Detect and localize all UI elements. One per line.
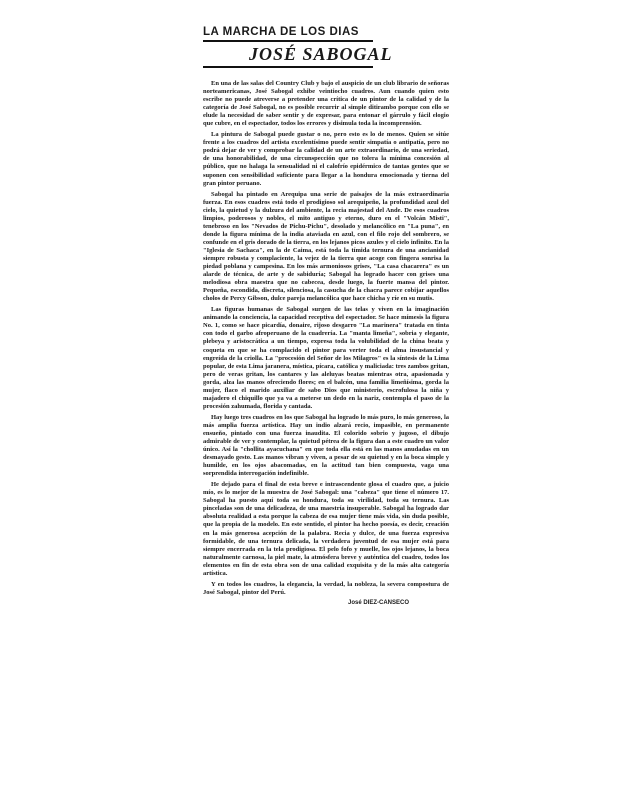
title-rule-box <box>203 40 393 68</box>
paragraph: Y en todos los cuadros, la elegancia, la verdad, la nobleza, la severa compostura de José Sabogal, pintor del Perú. <box>203 580 449 596</box>
paragraph: En una de las salas del Country Club y bajo el auspicio de un club librario de señoras norteamericanas, José Sabogal exhibe veintiocho cuadros. Aun cuando quien esto escribe no puede atreverse a pretender una crítica de un pintor de la calidad y de la categoría de José Sabogal, no es posible recurrir al simple ditirambo porque con ello se elude la necesidad de saber sentir y de expresar, para entonar el gárrulo y fácil elogio que cubre, en el espectador, todos los errores y disimula toda la incomprensión. <box>203 80 449 128</box>
paragraph: La pintura de Sabogal puede gustar o no, pero esto es lo de menos. Quien se sitúe frente a los cuadros del artista excelentísimo puede sentir simpatía o antipatía, pero no podrá dejar de ver y comprobar la calidad de un arte extraordinario, de una seriedad, de una honorabilidad, de una circunspección que no tolera la mínima concesión al público, que no halaga la sensualidad ni el calofrío epidérmico de tantas gentes que se suponen con sensibilidad suficiente para llegar a la hondura emocionada y tierna del gran pintor peruano. <box>203 131 449 187</box>
author-signature: José DIEZ-CANSECO <box>347 599 409 606</box>
article-title: JOSÉ SABOGAL <box>249 44 393 64</box>
paragraph: Hay luego tres cuadros en los que Sabogal ha logrado lo más puro, lo más generoso, la más amplia fuerza artística. Hay un indio alzará recio, impasible, en permanente ensueño, pintado con una fuerza inaudita. El colorido sobrio y jugoso, el dibujo admirable de ver y contemplar, la quietud pétrea de la figura dan a este cuadro un valor único. Así la "chollita ayacuchana" en que toda ella está en las manos anudadas en un desmayado gesto. Las manos vibran y viven, a pesar de su quietud y en la boca simple y humilde, en los ojos abacomadas, en la actitud tan bien compuesta, vaga una sorprendida interrogación indefinible. <box>203 413 449 478</box>
column-heading: LA MARCHA DE LOS DIAS <box>203 26 359 38</box>
article-body <box>203 80 449 597</box>
newspaper-clipping <box>203 26 449 606</box>
paragraph: He dejado para el final de esta breve e intrascendente glosa el cuadro que, a juicio mío, es lo mejor de la muestra de José Sabogal: una "cabeza" que tiene el número 17. Sabogal ha puesto aquí toda su hondura, toda su virilidad, toda su ternura. Las pinceladas son de una delicadeza, de una maestría insuperable. Sabogal ha logrado dar absoluta realidad a esta porque la cabeza de esa mujer tiene más vida, sin duda posible, que la propia de la modelo. En este sentido, el pintor ha hecho poesía, es decir, creación en la más generosa acepción de la palabra. Recia y dulce, de una fuerza expresiva formidable, de una ternura delicada, la verdadera juventud de esa mujer está para siempre encerrada en la tela prodigiosa. El pelo fofo y muelle, los ojos lejanos, la boca naturalmente carnosa, la piel mate, la atmósfera breve y auténtica del cuadro, todos los elementos en fin de esta obra son de una calidad exquisita y de la más alta categoría artística. <box>203 481 449 577</box>
paragraph: Sabogal ha pintado en Arequipa una serie de paisajes de la más extraordinaria fuerza. En esos cuadros está todo el prodigioso sol arequipeño, la profundidad azul del cielo, la quietud y la dulzura del ambiente, la recia majestad del Ande. De esos cuadros limpios, poderosos y nobles, el mito antiguo y eterno, duro en el "Volcán Misti", tenebroso en los "Nevados de Pichu-Pichu", desolado y melancólico en "La puna", en donde la figura mínima de la india ataviada en azul, con el filo rojo del sombrero, se confunde en el gris dorado de la tierra, en los lejanos picos azules y el cielo infinito. En la "Iglesia de Sachaca", en la de Caima, está toda la tímida ternura de una ancianidad siempre robusta y complaciente, la vejez de la tierra que acoge con fingera sonrisa la piedad poblana y campesina. En los más armoniosos grises, "La casa chacarera" es un alarde de técnica, de arte y de sabiduría; Sabogal ha logrado hacer con grises una melodiosa obra maestra que no cabecea, desde luego, la fuerte mansa del pintor. Pequeña, escondida, discreta, silenciosa, la casucha de la chacra parece cobijar aquellos cholos de Percy Gibson, dulce pareja melancólica que hace chicha y ríe en su mutis. <box>203 190 449 303</box>
paragraph: Las figuras humanas de Sabogal surgen de las telas y viven en la imaginación animando la conciencia, la capacidad receptiva del espectador. Se hace mímesis la figura No. 1, como se hace picardía, donaire, rijoso desgarro "La marinera" tratada en tinta con todo el garbo afroperuano de la cuadrería. La "manta limeña", sobria y elegante, plebeya y aristocrática a un tiempo, expresa toda la volubilidad de la china beata y coqueta en que se ha complacido el pintor para verter toda el alma insustancial y engreída de la criolla. La "procesión del Señor de los Milagros" es la síntesis de la Lima popular, de esta Lima jaranera, mística, pícara, católica y maliciada: tres zambos gritan, pero de veras gritan, los cantares y las aleluyas beatas mientras otra, apasionada y gorda, alza las manos ofreciendo flores; en el balcón, una familia limeñísima, gorda la mujer, flaco el marido auxiliar de sabo Dios que ministerio, escrofulosa la niña y majadero el chiquillo que ya va a meterse un dedo en la nariz, contempla el paso de la procesión zahumada, florida y cantada. <box>203 306 449 410</box>
